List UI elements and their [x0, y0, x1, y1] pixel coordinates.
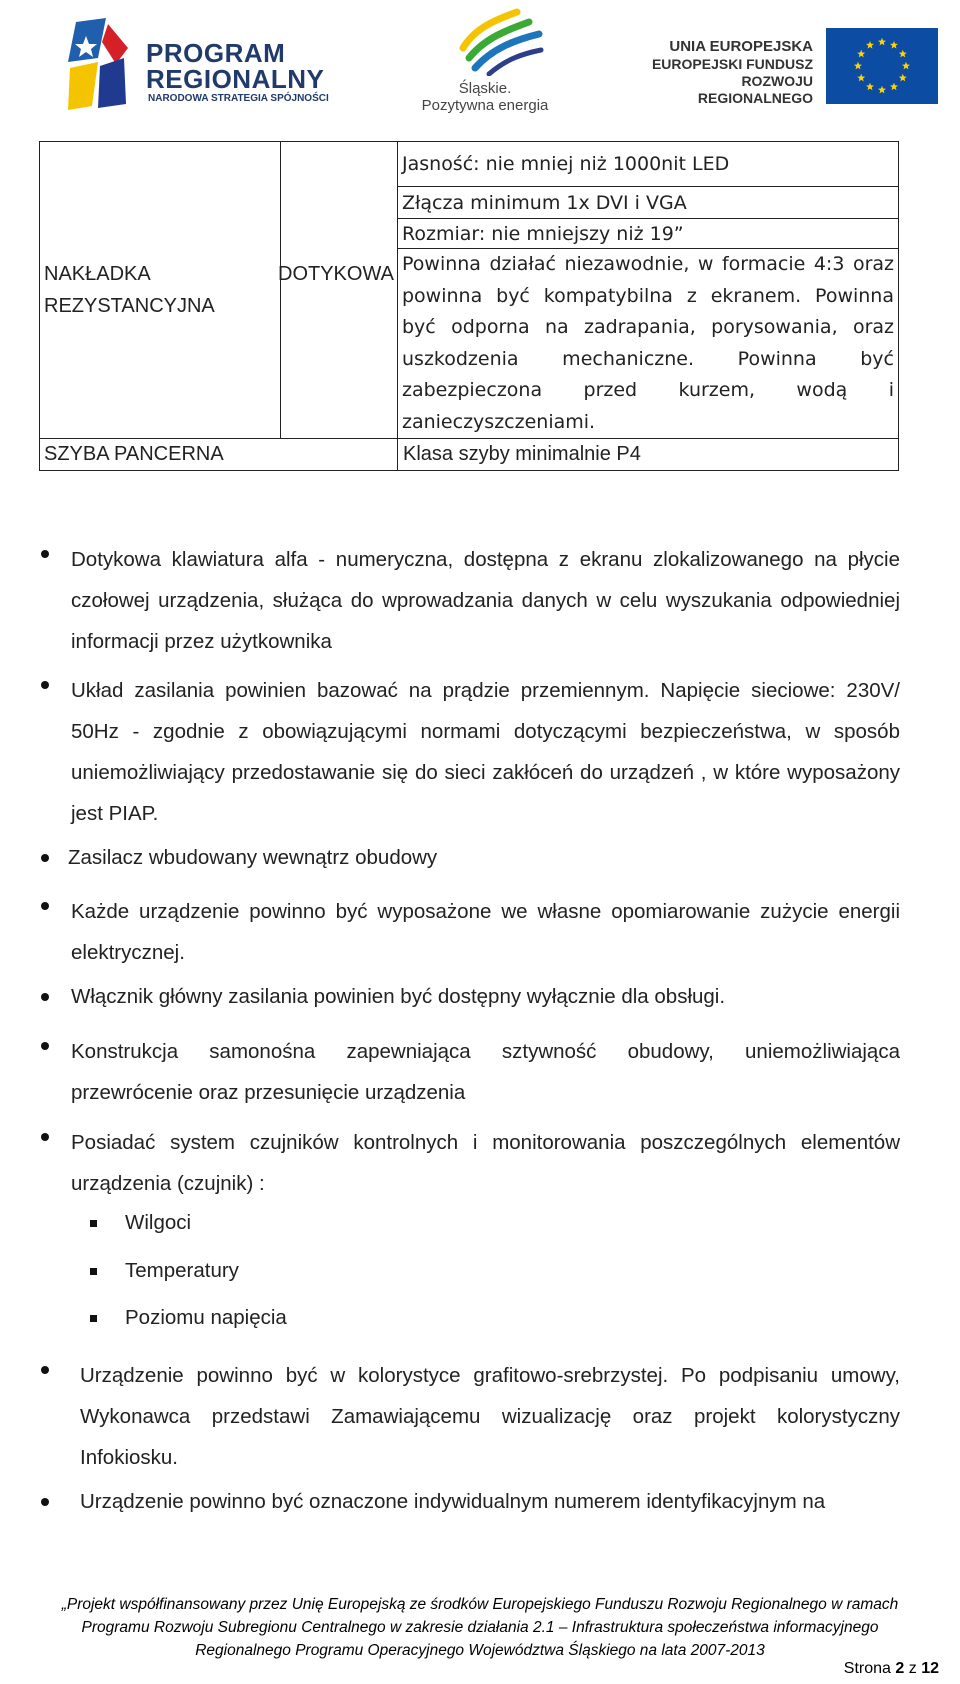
slaskie-logo — [410, 8, 560, 120]
footer-line3: Regionalnego Programu Operacyjnego Województwa Śląskiego na lata 2007-2013 — [195, 1642, 765, 1659]
list-item: Włącznik główny zasilania powinien być dostępny wyłącznie dla obsługi. — [71, 985, 726, 1008]
bullet-icon — [41, 993, 49, 1001]
sub-bullet-icon — [90, 1220, 97, 1227]
eu-logo-line2: EUROPEJSKI FUNDUSZ — [651, 56, 813, 72]
page-sep: z — [908, 1660, 917, 1677]
program-regionalny-emblem-icon — [68, 18, 146, 110]
list-item: Układ zasilania powinien bazować na prądzie przemiennym. Napięcie sieciowe: 230V/ 50Hz - zgodnie z obowiązującymi normami dotyczącymi bezpieczeństwa, w sposób uniemożliwiający przedostawanie się do sieci zakłóceń do urządzeń , w które wyposażony jest PIAP. — [71, 679, 900, 825]
slaskie-logo-name: Śląskie. — [458, 80, 512, 97]
list-item: Zasilacz wbudowany wewnątrz obudowy — [68, 846, 438, 869]
eu-logo-line3: ROZWOJU REGIONALNEGO — [697, 73, 813, 106]
overlay-description: Powinna działać niezawodnie, w formacie 4:3 oraz powinna być kompatybilna z ekranem. Powinna być odporna na zadrapania, porysowania, oraz uszkodzenia mechaniczne. Powinna być zabezpieczona przed kurzem, wodą i zanieczyszczeniami. — [398, 249, 899, 439]
overlay-mid-cell — [281, 142, 398, 439]
slaskie-waves-icon — [455, 8, 545, 76]
sensor-item: Wilgoci — [125, 1211, 192, 1234]
list-item: Urządzenie powinno być oznaczone indywidualnym numerem identyfikacyjnym na — [80, 1490, 826, 1513]
page-number — [844, 1660, 939, 1678]
overlay-label-line1: NAKŁADKA — [44, 263, 151, 285]
page-current: 2 — [895, 1660, 905, 1677]
program-logo-line2: REGIONALNY — [146, 64, 325, 94]
footer-line1: „Projekt współfinansowany przez Unię Europejską ze środków Europejskiego Funduszu Rozwoju Regionalnego w ramach — [61, 1596, 899, 1613]
glass-class: Klasa szyby minimalnie P4 — [398, 439, 899, 471]
bullet-icon — [41, 902, 49, 910]
eu-flag-icon — [826, 28, 938, 104]
glass-label: SZYBA PANCERNA — [40, 439, 398, 471]
overlay-label — [44, 258, 215, 322]
bullet-icon — [41, 854, 49, 862]
bullet-icon — [41, 1133, 49, 1141]
bullet-icon — [41, 1042, 49, 1050]
sub-bullet-icon — [90, 1315, 97, 1322]
list-item: Dotykowa klawiatura alfa - numeryczna, dostępna z ekranu zlokalizowanego na płycie czołowej urządzenia, służąca do wprowadzania danych w celu wyszukania odpowiedniej informacji przez użytkownika — [71, 548, 900, 653]
sensor-item: Temperatury — [125, 1259, 239, 1282]
eu-logo-line1: UNIA EUROPEJSKA — [669, 38, 813, 55]
program-logo-subtitle: NARODOWA STRATEGIA SPÓJNOŚCI — [148, 93, 329, 104]
sub-bullet-icon — [90, 1268, 97, 1275]
slaskie-logo-tagline: Pozytywna energia — [421, 97, 549, 114]
bullet-icon — [41, 1366, 49, 1374]
page-prefix: Strona — [843, 1660, 891, 1677]
table-row: Jasność: nie mniej niż 1000nit LED — [398, 142, 899, 187]
sensor-item: Poziomu napięcia — [125, 1306, 287, 1329]
footer-line2: Programu Rozwoju Subregionu Centralnego w zakresie działania 2.1 – Infrastruktura społeczeństwa informacyjnego — [81, 1619, 879, 1636]
list-item: Posiadać system czujników kontrolnych i monitorowania poszczególnych elementów urządzenia (czujnik) : — [71, 1131, 900, 1195]
overlay-type: DOTYKOWA — [278, 263, 394, 285]
page-total: 12 — [921, 1660, 939, 1677]
program-logo-line1: PROGRAM — [146, 38, 286, 68]
bullet-icon — [41, 1498, 49, 1506]
list-item: Konstrukcja samonośna zapewniająca sztywność obudowy, uniemożliwiająca przewrócenie oraz przesunięcie urządzenia — [71, 1040, 900, 1104]
list-item: Urządzenie powinno być w kolorystyce grafitowo-srebrzystej. Po podpisaniu umowy, Wykonawca przedstawi Zamawiającemu wizualizację oraz projekt kolorystyczny Infokiosku. — [80, 1364, 900, 1469]
program-regionalny-logo — [68, 18, 368, 113]
footer — [0, 1593, 960, 1662]
table-row: Złącza minimum 1x DVI i VGA — [398, 187, 899, 219]
table-row: Rozmiar: nie mniejszy niż 19” — [398, 219, 899, 249]
overlay-label-line2: REZYSTANCYJNA — [44, 295, 215, 317]
eu-logo — [628, 28, 940, 108]
list-item: Każde urządzenie powinno być wyposażone we własne opomiarowanie zużycie energii elektrycznej. — [71, 900, 900, 964]
bullet-icon — [41, 550, 49, 558]
bullet-icon — [41, 681, 49, 689]
